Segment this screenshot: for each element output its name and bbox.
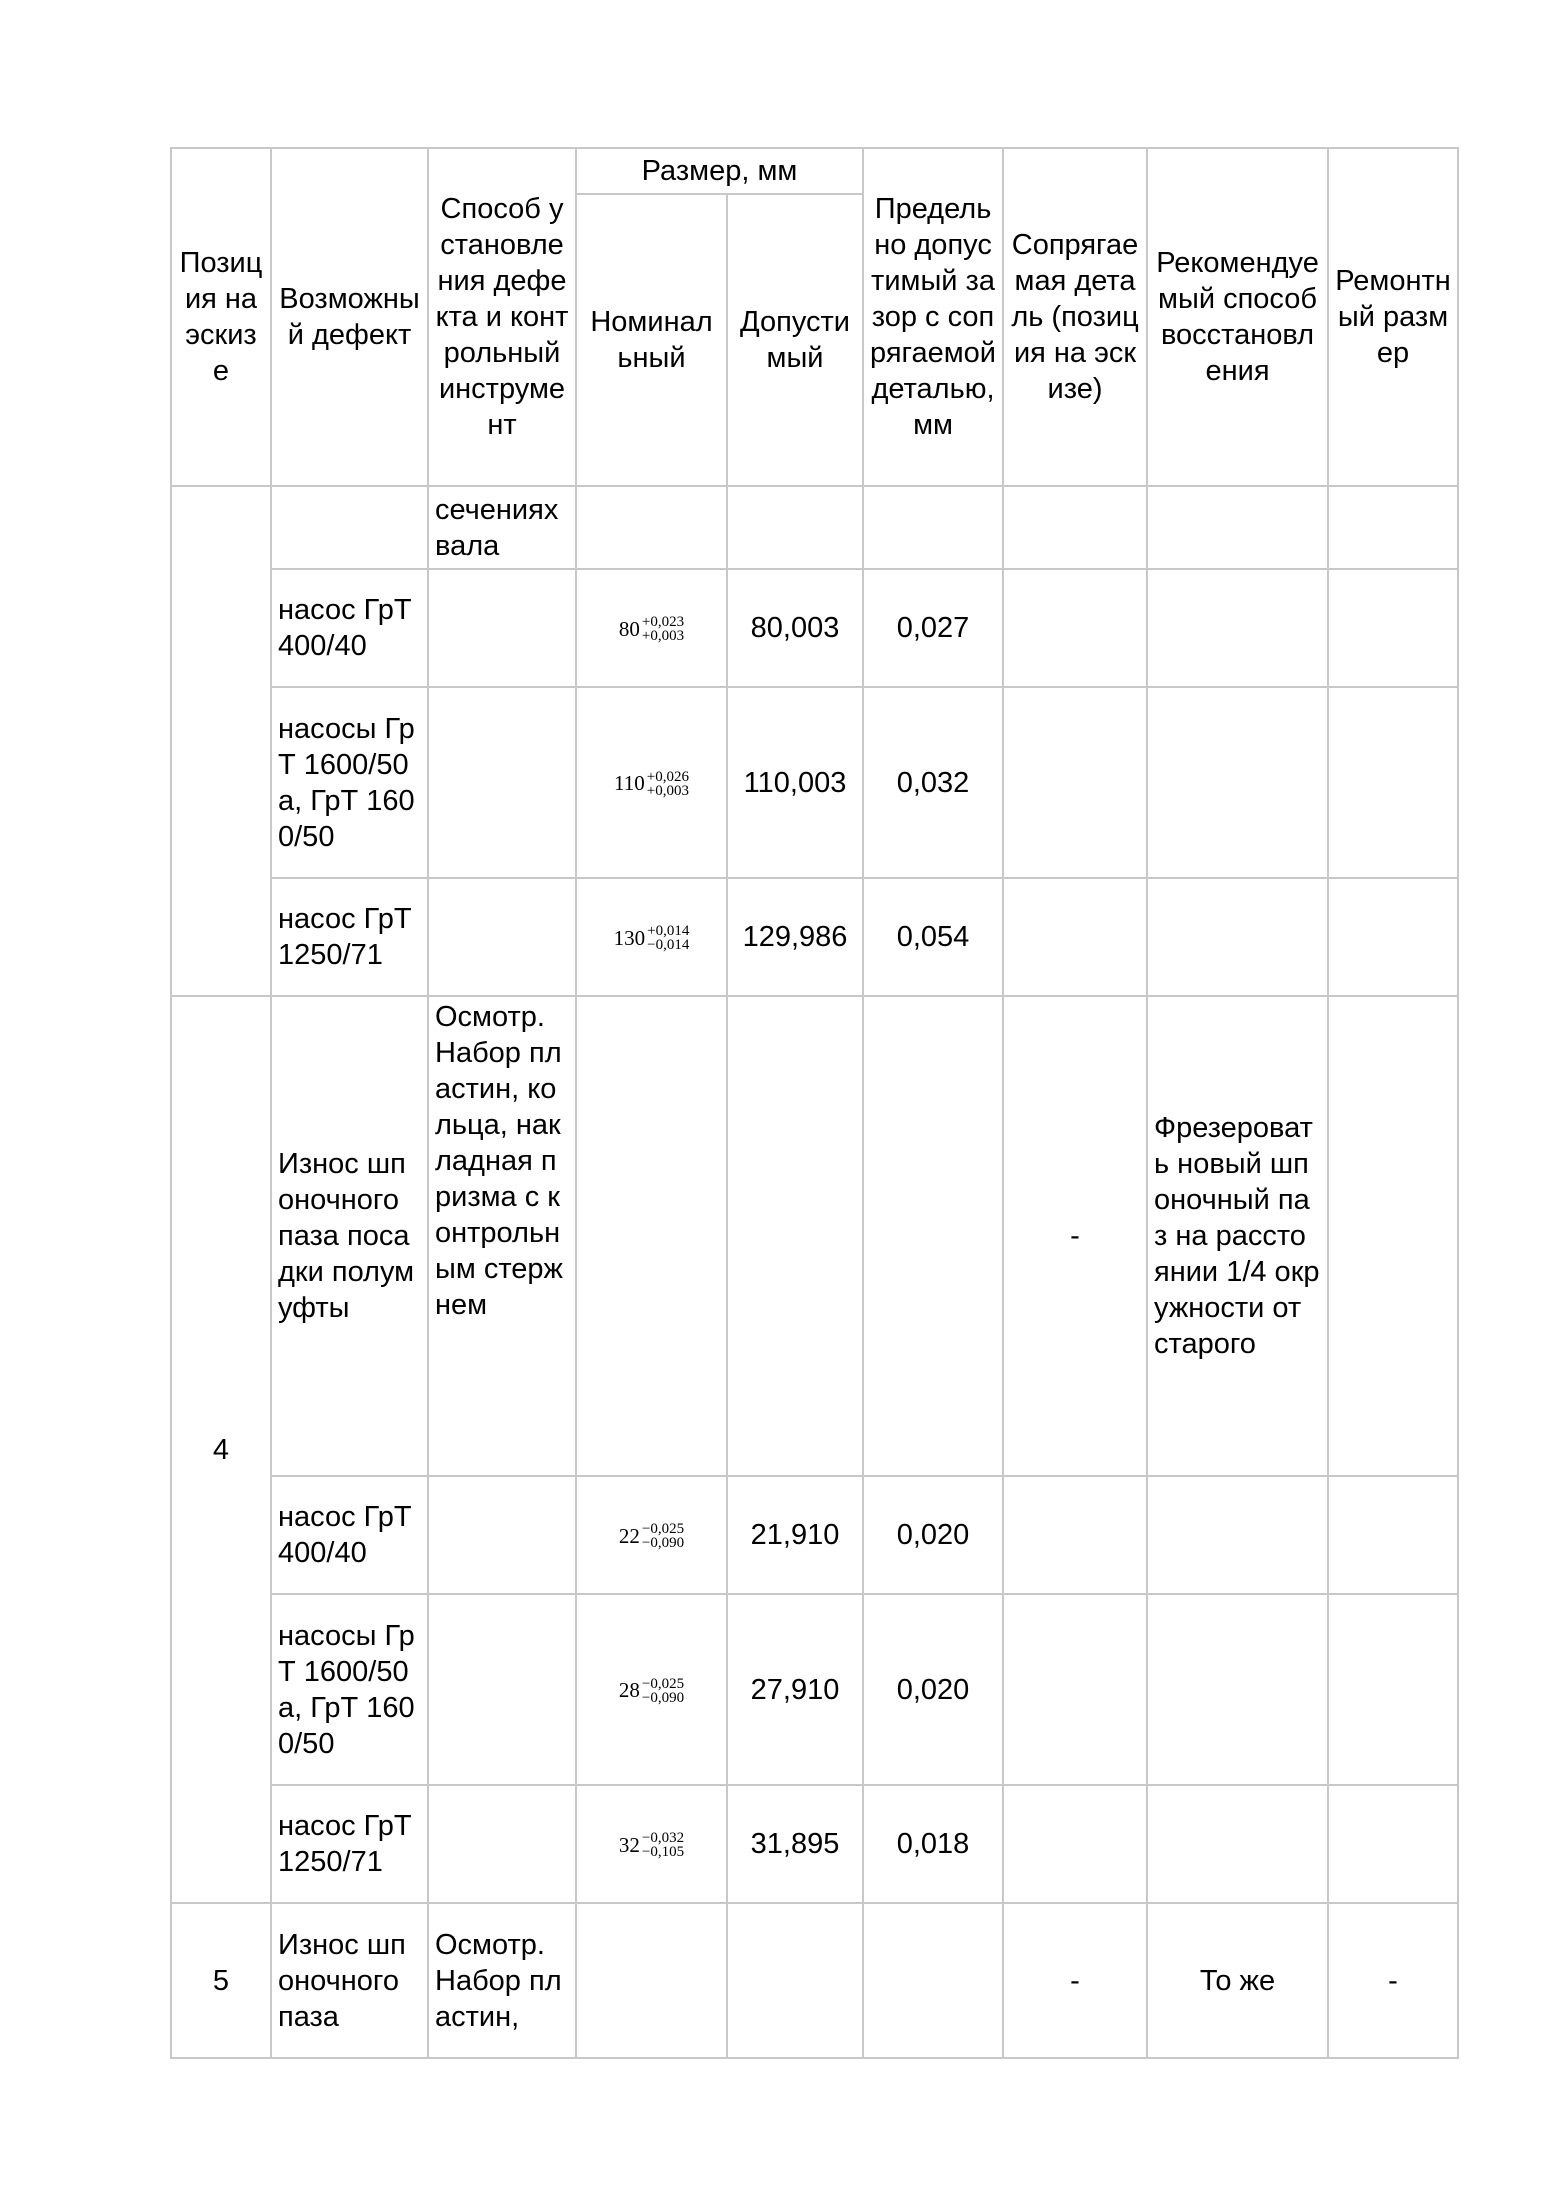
nominal-cell: 130 +0,014 −0,014 [576,878,727,996]
position-cell [171,486,271,996]
table-row [171,878,1458,996]
clearance-cell: 0,018 [863,1785,1003,1903]
table-row [171,1594,1458,1785]
header-nominal: Номинальный [576,194,727,486]
defect-cell: насос ГрТ 400/40 [271,1476,428,1594]
table-row [171,687,1458,878]
method-cell: Осмотр. Набор пластин, кольца, накладная призма с контрольным стержнем [428,996,576,1476]
clearance-cell: 0,054 [863,878,1003,996]
method-cell: сечениях вала [428,486,576,569]
method-cell: Осмотр. Набор пластин, [428,1903,576,2058]
allowed-cell: 129,986 [727,878,863,996]
nominal-cell: 32 −0,032 −0,105 [576,1785,727,1903]
defect-cell: насос ГрТ 1250/71 [271,1785,428,1903]
header-position: Позиция на эскизе [171,148,271,486]
defects-table [170,147,1459,2059]
allowed-cell: 80,003 [727,569,863,687]
header-allowed: Допустимый [727,194,863,486]
mating-cell: - [1003,996,1147,1476]
table-row [171,1785,1458,1903]
position-cell: 5 [171,1903,271,2058]
nominal-cell: 28 −0,025 −0,090 [576,1594,727,1785]
table-row [171,486,1458,569]
header-size: Размер, мм [576,148,863,194]
header-method: Способ установления дефекта и контрольный инструмент [428,148,576,486]
allowed-cell: 31,895 [727,1785,863,1903]
allowed-cell: 27,910 [727,1594,863,1785]
clearance-cell: 0,020 [863,1594,1003,1785]
recommended-cell: Фрезеровать новый шпоночный паз на расстоянии 1/4 окружности от старого [1147,996,1328,1476]
position-cell: 4 [171,996,271,1903]
header-recommended: Рекомендуемый способ восстановления [1147,148,1328,486]
table-row [171,996,1458,1476]
defect-cell: насосы ГрТ 1600/50 а, ГрТ 1600/50 [271,1594,428,1785]
header-defect: Возможный дефект [271,148,428,486]
table-row [171,569,1458,687]
table-row [171,1903,1458,2058]
header-repair: Ремонтный размер [1328,148,1458,486]
defect-cell: насос ГрТ 400/40 [271,569,428,687]
defect-cell: Износ шпоночного паза [271,1903,428,2058]
allowed-cell: 110,003 [727,687,863,878]
defect-cell: насосы ГрТ 1600/50 а, ГрТ 1600/50 [271,687,428,878]
nominal-cell: 80 +0,023 +0,003 [576,569,727,687]
clearance-cell: 0,032 [863,687,1003,878]
mating-cell: - [1003,1903,1147,2058]
defect-cell: насос ГрТ 1250/71 [271,878,428,996]
recommended-cell: То же [1147,1903,1328,2058]
nominal-cell: 22 −0,025 −0,090 [576,1476,727,1594]
clearance-cell: 0,020 [863,1476,1003,1594]
header-clearance: Предельно допустимый зазор с сопрягаемой деталью, мм [863,148,1003,486]
repair-cell: - [1328,1903,1458,2058]
defect-cell: Износ шпоночного паза посадки полумуфты [271,996,428,1476]
clearance-cell: 0,027 [863,569,1003,687]
allowed-cell: 21,910 [727,1476,863,1594]
table-row [171,1476,1458,1594]
header-mating: Сопрягаемая деталь (позиция на эскизе) [1003,148,1147,486]
nominal-cell: 110 +0,026 +0,003 [576,687,727,878]
